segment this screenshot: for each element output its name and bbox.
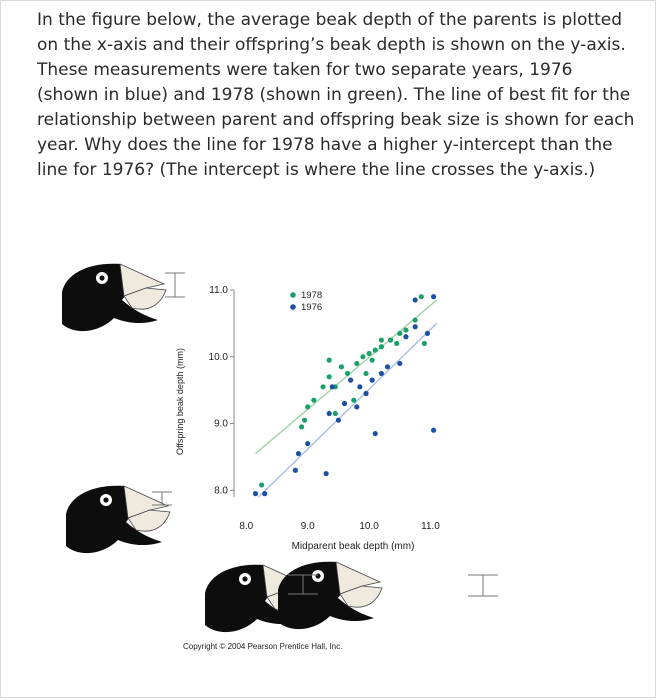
data-point-1978 xyxy=(299,424,304,429)
y-tick-label: 8.0 xyxy=(214,485,228,497)
data-point-1978 xyxy=(327,358,332,363)
data-point-1976 xyxy=(385,364,390,369)
copyright-note: Copyright © 2004 Pearson Prentice Hall, Inc. xyxy=(183,642,343,651)
data-point-1978 xyxy=(360,354,365,359)
x-tick-label: 9.0 xyxy=(300,521,315,532)
data-point-1978 xyxy=(388,337,393,342)
data-point-1978 xyxy=(397,331,402,336)
finch-head-icon xyxy=(66,486,170,553)
data-point-1978 xyxy=(320,384,325,389)
data-point-1978 xyxy=(259,482,264,487)
data-point-1976 xyxy=(403,334,408,339)
data-point-1978 xyxy=(379,344,384,349)
data-point-1976 xyxy=(379,371,384,376)
data-point-1976 xyxy=(354,404,359,409)
data-point-1978 xyxy=(311,398,316,403)
beak-depth-bracket-icon xyxy=(165,273,185,297)
data-point-1978 xyxy=(339,364,344,369)
data-point-1976 xyxy=(357,384,362,389)
data-point-1976 xyxy=(397,361,402,366)
data-point-1978 xyxy=(363,371,368,376)
data-point-1976 xyxy=(373,431,378,436)
data-point-1978 xyxy=(351,398,356,403)
data-point-1978 xyxy=(333,411,338,416)
fit-line-1978 xyxy=(255,300,436,454)
data-point-1976 xyxy=(253,491,258,496)
x-tick-label: 10.0 xyxy=(359,521,379,532)
beak-depth-bracket-icon xyxy=(468,575,498,596)
legend-marker-1978 xyxy=(290,292,296,298)
data-point-1978 xyxy=(354,361,359,366)
data-point-1976 xyxy=(431,428,436,433)
data-point-1976 xyxy=(293,468,298,473)
data-point-1976 xyxy=(262,491,267,496)
data-point-1978 xyxy=(305,404,310,409)
data-point-1978 xyxy=(403,327,408,332)
data-point-1978 xyxy=(327,374,332,379)
data-point-1978 xyxy=(366,351,371,356)
data-point-1976 xyxy=(330,384,335,389)
data-point-1976 xyxy=(324,471,329,476)
data-point-1978 xyxy=(413,317,418,322)
data-point-1978 xyxy=(419,294,424,299)
x-tick-label: 8.0 xyxy=(239,521,254,532)
data-point-1976 xyxy=(296,451,301,456)
data-point-1978 xyxy=(379,337,384,342)
legend-label-1976: 1976 xyxy=(301,302,323,313)
y-tick-label: 10.0 xyxy=(208,351,228,363)
data-point-1978 xyxy=(345,371,350,376)
y-tick-label: 9.0 xyxy=(214,418,228,430)
x-axis-label: Midparent beak depth (mm) xyxy=(291,541,415,552)
x-tick-label: 11.0 xyxy=(421,521,440,532)
data-point-1976 xyxy=(342,401,347,406)
data-point-1976 xyxy=(348,378,353,383)
y-axis-label: Offspring beak depth (mm) xyxy=(175,348,185,455)
finch-head-icon xyxy=(278,562,382,629)
data-point-1976 xyxy=(336,418,341,423)
data-point-1976 xyxy=(413,297,418,302)
legend-marker-1976 xyxy=(290,304,296,310)
data-point-1978 xyxy=(302,418,307,423)
data-point-1976 xyxy=(327,411,332,416)
question-text: In the figure below, the average beak depth of the parents is plotted on the x-axis and their offspring’s beak depth is shown on the y-axis. These measurements were taken for two separate years, 1976 (shown in blue) and 1978 (shown in green). The line of best fit for the relationship between parent and offspring beak size is shown for each year. Why does the line for 1978 have a higher y-intercept than the line for 1976? (The intercept is where the line crosses the y-axis.) xyxy=(37,10,635,180)
data-point-1976 xyxy=(431,294,436,299)
data-point-1976 xyxy=(363,391,368,396)
data-point-1976 xyxy=(413,324,418,329)
data-point-1978 xyxy=(373,348,378,353)
data-point-1976 xyxy=(370,378,375,383)
data-point-1976 xyxy=(305,441,310,446)
legend-label-1978: 1978 xyxy=(301,290,323,301)
data-point-1976 xyxy=(425,331,430,336)
finch-head-icon xyxy=(62,264,166,331)
data-point-1978 xyxy=(422,341,427,346)
data-point-1978 xyxy=(370,358,375,363)
fit-line-1976 xyxy=(259,323,437,497)
scatter-chart xyxy=(175,285,440,552)
data-point-1978 xyxy=(394,341,399,346)
y-tick-label: 11.0 xyxy=(209,285,228,297)
